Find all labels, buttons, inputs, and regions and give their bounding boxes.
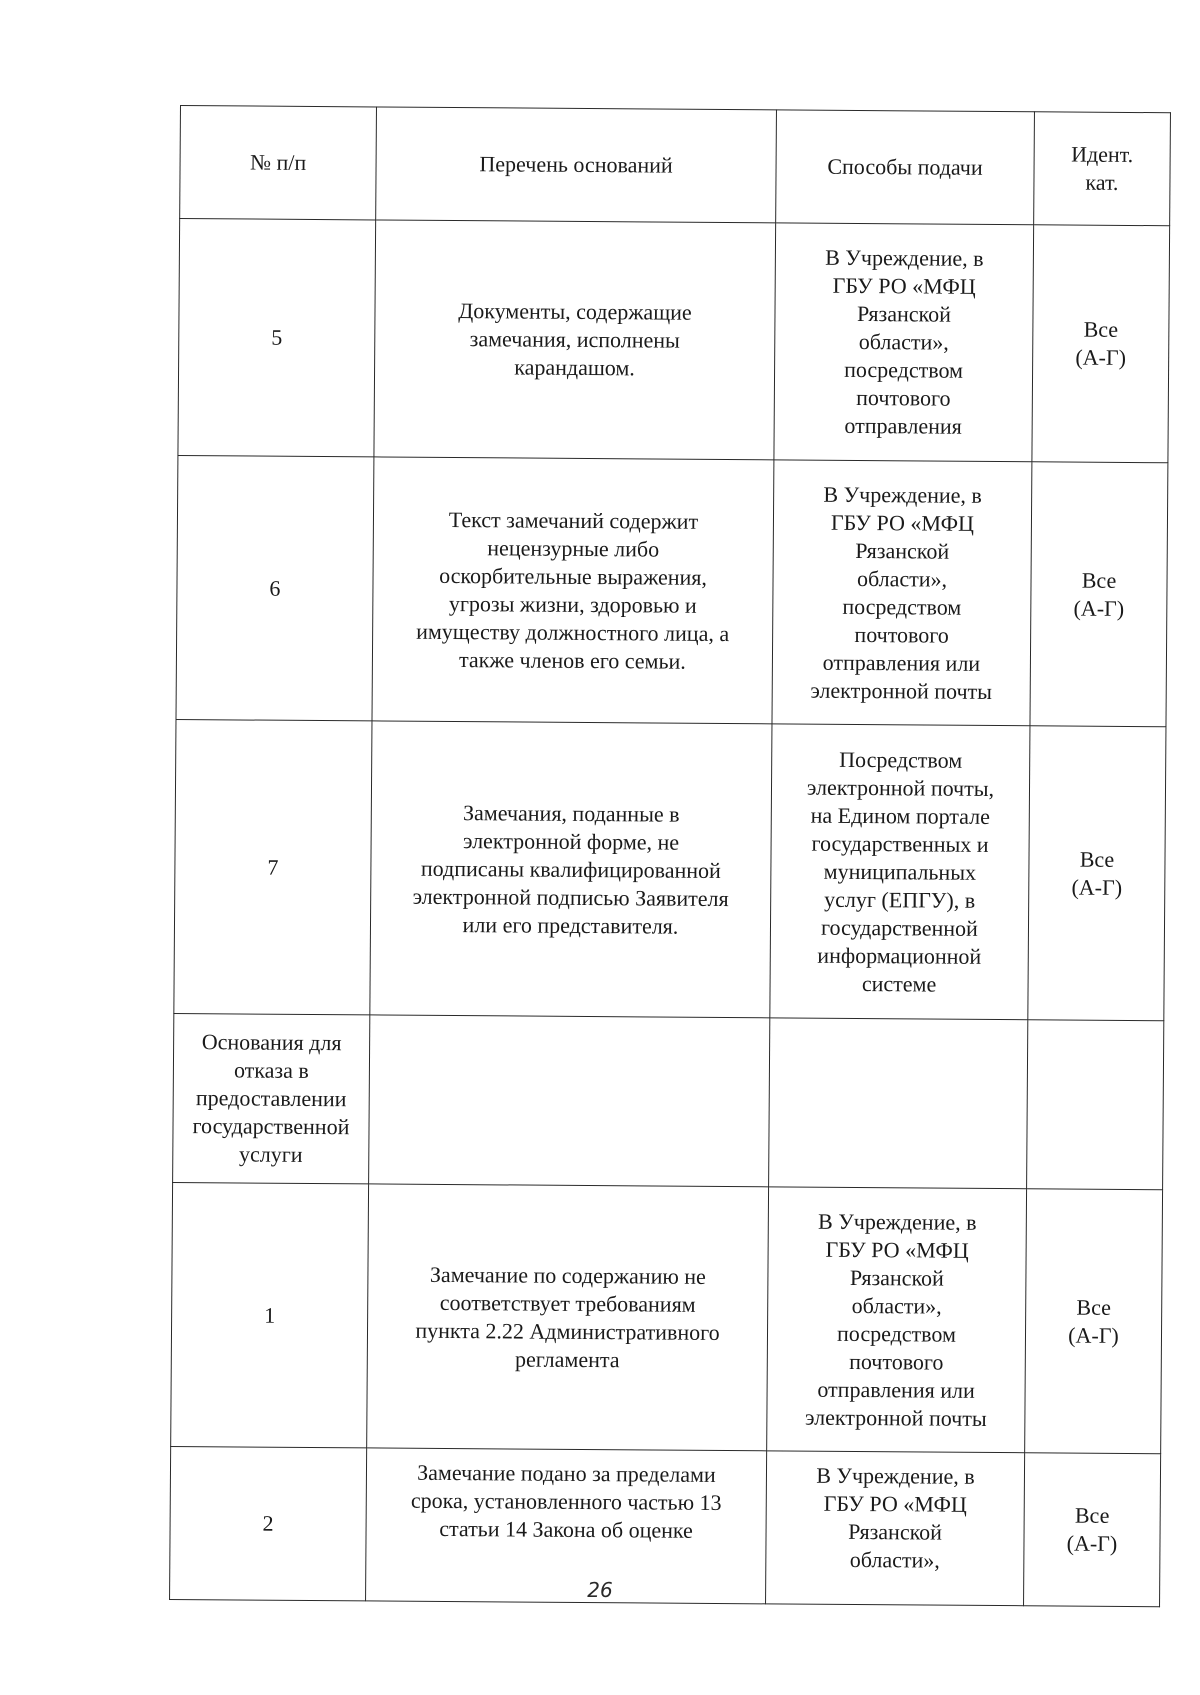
row-method: В Учреждение, в ГБУ РО «МФЦ Рязанской области», посредством почтового отправления или электронной почты bbox=[767, 1187, 1027, 1453]
grounds-table bbox=[169, 105, 1171, 1607]
section-heading: Основания для отказа в предоставлении государственной услуги bbox=[173, 1013, 370, 1183]
row-category: Все (А-Г) bbox=[1032, 225, 1170, 463]
row-category bbox=[1027, 1020, 1164, 1190]
table-row bbox=[174, 719, 1166, 1020]
row-reason: Замечание по содержанию не соответствует требованиям пункта 2.22 Административного регламента bbox=[367, 1184, 769, 1451]
table-row bbox=[178, 219, 1170, 463]
row-reason: Замечания, поданные в электронной форме, не подписаны квалифицированной электронной подписью Заявителя или его представителя. bbox=[370, 721, 772, 1018]
row-method: В Учреждение, в ГБУ РО «МФЦ Рязанской области», посредством почтового отправления или электронной почты bbox=[772, 460, 1032, 726]
row-number: 7 bbox=[174, 719, 372, 1014]
row-number: 1 bbox=[171, 1182, 369, 1447]
row-number: 5 bbox=[178, 219, 376, 457]
row-category: Все (А-Г) bbox=[1025, 1189, 1163, 1454]
row-reason bbox=[369, 1015, 770, 1187]
row-reason: Замечание подано за пределами срока, установленного частью 13 статьи 14 Закона об оценке bbox=[366, 1448, 767, 1604]
row-method bbox=[769, 1018, 1028, 1189]
header-category: Идент. кат. bbox=[1034, 112, 1171, 226]
header-reasons: Перечень оснований bbox=[376, 107, 777, 223]
row-reason: Текст замечаний содержит нецензурные либо оскорбительные выражения, угрозы жизни, здоровью и имуществу должностного лица, а также членов его семьи. bbox=[372, 457, 774, 724]
section-heading-row bbox=[173, 1013, 1164, 1189]
row-method: В Учреждение, в ГБУ РО «МФЦ Рязанской области», bbox=[766, 1451, 1025, 1606]
row-reason: Документы, содержащие замечания, исполнены карандашом. bbox=[374, 220, 776, 460]
row-number: 6 bbox=[176, 455, 374, 720]
row-category: Все (А-Г) bbox=[1030, 462, 1168, 727]
row-category: Все (А-Г) bbox=[1028, 726, 1166, 1021]
row-method: Посредством электронной почты, на Едином портале государственных и муниципальных услуг (ЕПГУ), в государственной информационной системе bbox=[770, 724, 1030, 1020]
row-category: Все (А-Г) bbox=[1024, 1453, 1161, 1607]
row-method: В Учреждение, в ГБУ РО «МФЦ Рязанской области», посредством почтового отправления bbox=[774, 223, 1034, 462]
page-number: 26 bbox=[587, 1578, 613, 1602]
header-number: № п/п bbox=[180, 106, 377, 220]
table-row bbox=[176, 455, 1168, 726]
header-methods: Способы подачи bbox=[776, 110, 1035, 225]
table-header-row bbox=[180, 106, 1171, 226]
row-number: 2 bbox=[170, 1446, 367, 1600]
table-row bbox=[171, 1182, 1163, 1453]
